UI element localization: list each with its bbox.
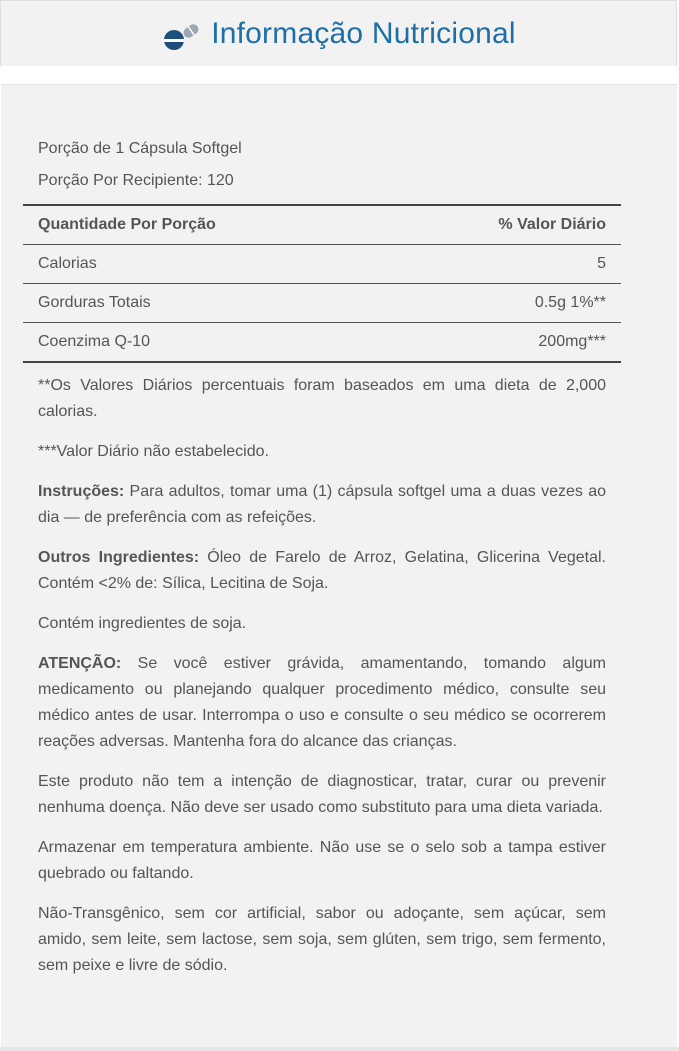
divider: [0, 1047, 679, 1051]
table-row: [23, 323, 621, 363]
table-header-row: [23, 205, 621, 245]
disclaimer-paragraph: Este produto não tem a intenção de diagnosticar, tratar, curar ou prevenir nenhuma doença. Não deve ser usado como substituto para uma dieta variada.: [38, 773, 606, 816]
ingredients-text: Óleo de Farelo de Arroz, Gelatina, Glicerina Vegetal. Contém <2% de: Sílica, Lecitina de Soja.: [38, 549, 607, 592]
section-header: [0, 0, 677, 66]
warning-text: Se você estiver grávida, amamentando, tomando algum medicamento ou planejando qualquer procedimento médico, consulte seu médico antes de usar. Interrompa o uso e consulte o seu médico se ocorrerem reações adversas. Mantenha fora do alcance das crianças.: [38, 655, 606, 750]
nutrient-name: Gorduras Totais: [23, 284, 383, 323]
serving-size: Porção de 1 Cápsula Softgel: [38, 140, 242, 157]
footnote-daily-values: **Os Valores Diários percentuais foram baseados em uma dieta de 2,000 calorias.: [38, 377, 606, 420]
pill-capsules-icon: [161, 20, 201, 52]
nutrient-value: 0.5g 1%**: [383, 284, 621, 323]
instructions-label: Instruções:: [38, 483, 125, 500]
soy-notice: Contém ingredientes de soja.: [38, 615, 247, 632]
notes-section: [38, 373, 606, 993]
footnote-not-established: ***Valor Diário não estabelecido.: [38, 443, 269, 460]
instructions-paragraph: [38, 479, 606, 531]
ingredients-paragraph: [38, 545, 606, 597]
page-title: Informação Nutricional: [211, 16, 516, 50]
table-row: [23, 284, 621, 323]
warning-paragraph: [38, 651, 606, 755]
storage-paragraph: Armazenar em temperatura ambiente. Não use se o selo sob a tampa estiver quebrado ou faltando.: [38, 839, 606, 882]
nutrition-facts-table: [23, 204, 621, 363]
nutrient-name: Coenzima Q-10: [23, 323, 383, 363]
instructions-text: Para adultos, tomar uma (1) cápsula softgel uma a duas vezes ao dia — de preferência com as refeições.: [38, 483, 606, 526]
nutrient-value: 200mg***: [383, 323, 621, 363]
nutrient-name: Calorias: [23, 245, 383, 284]
amount-per-serving-header: Quantidade Por Porção: [23, 205, 383, 245]
daily-value-header: % Valor Diário: [383, 205, 621, 245]
servings-per-container: Porção Por Recipiente: 120: [38, 172, 234, 189]
warning-label: ATENÇÃO:: [38, 655, 122, 672]
nutrition-panel: [1, 84, 677, 1048]
ingredients-label: Outros Ingredientes:: [38, 549, 200, 566]
free-from-paragraph: Não-Transgênico, sem cor artificial, sabor ou adoçante, sem açúcar, sem amido, sem leite, sem lactose, sem soja, sem glúten, sem trigo, sem fermento, sem peixe e livre de sódio.: [38, 905, 606, 974]
nutrient-value: 5: [383, 245, 621, 284]
table-row: [23, 245, 621, 284]
